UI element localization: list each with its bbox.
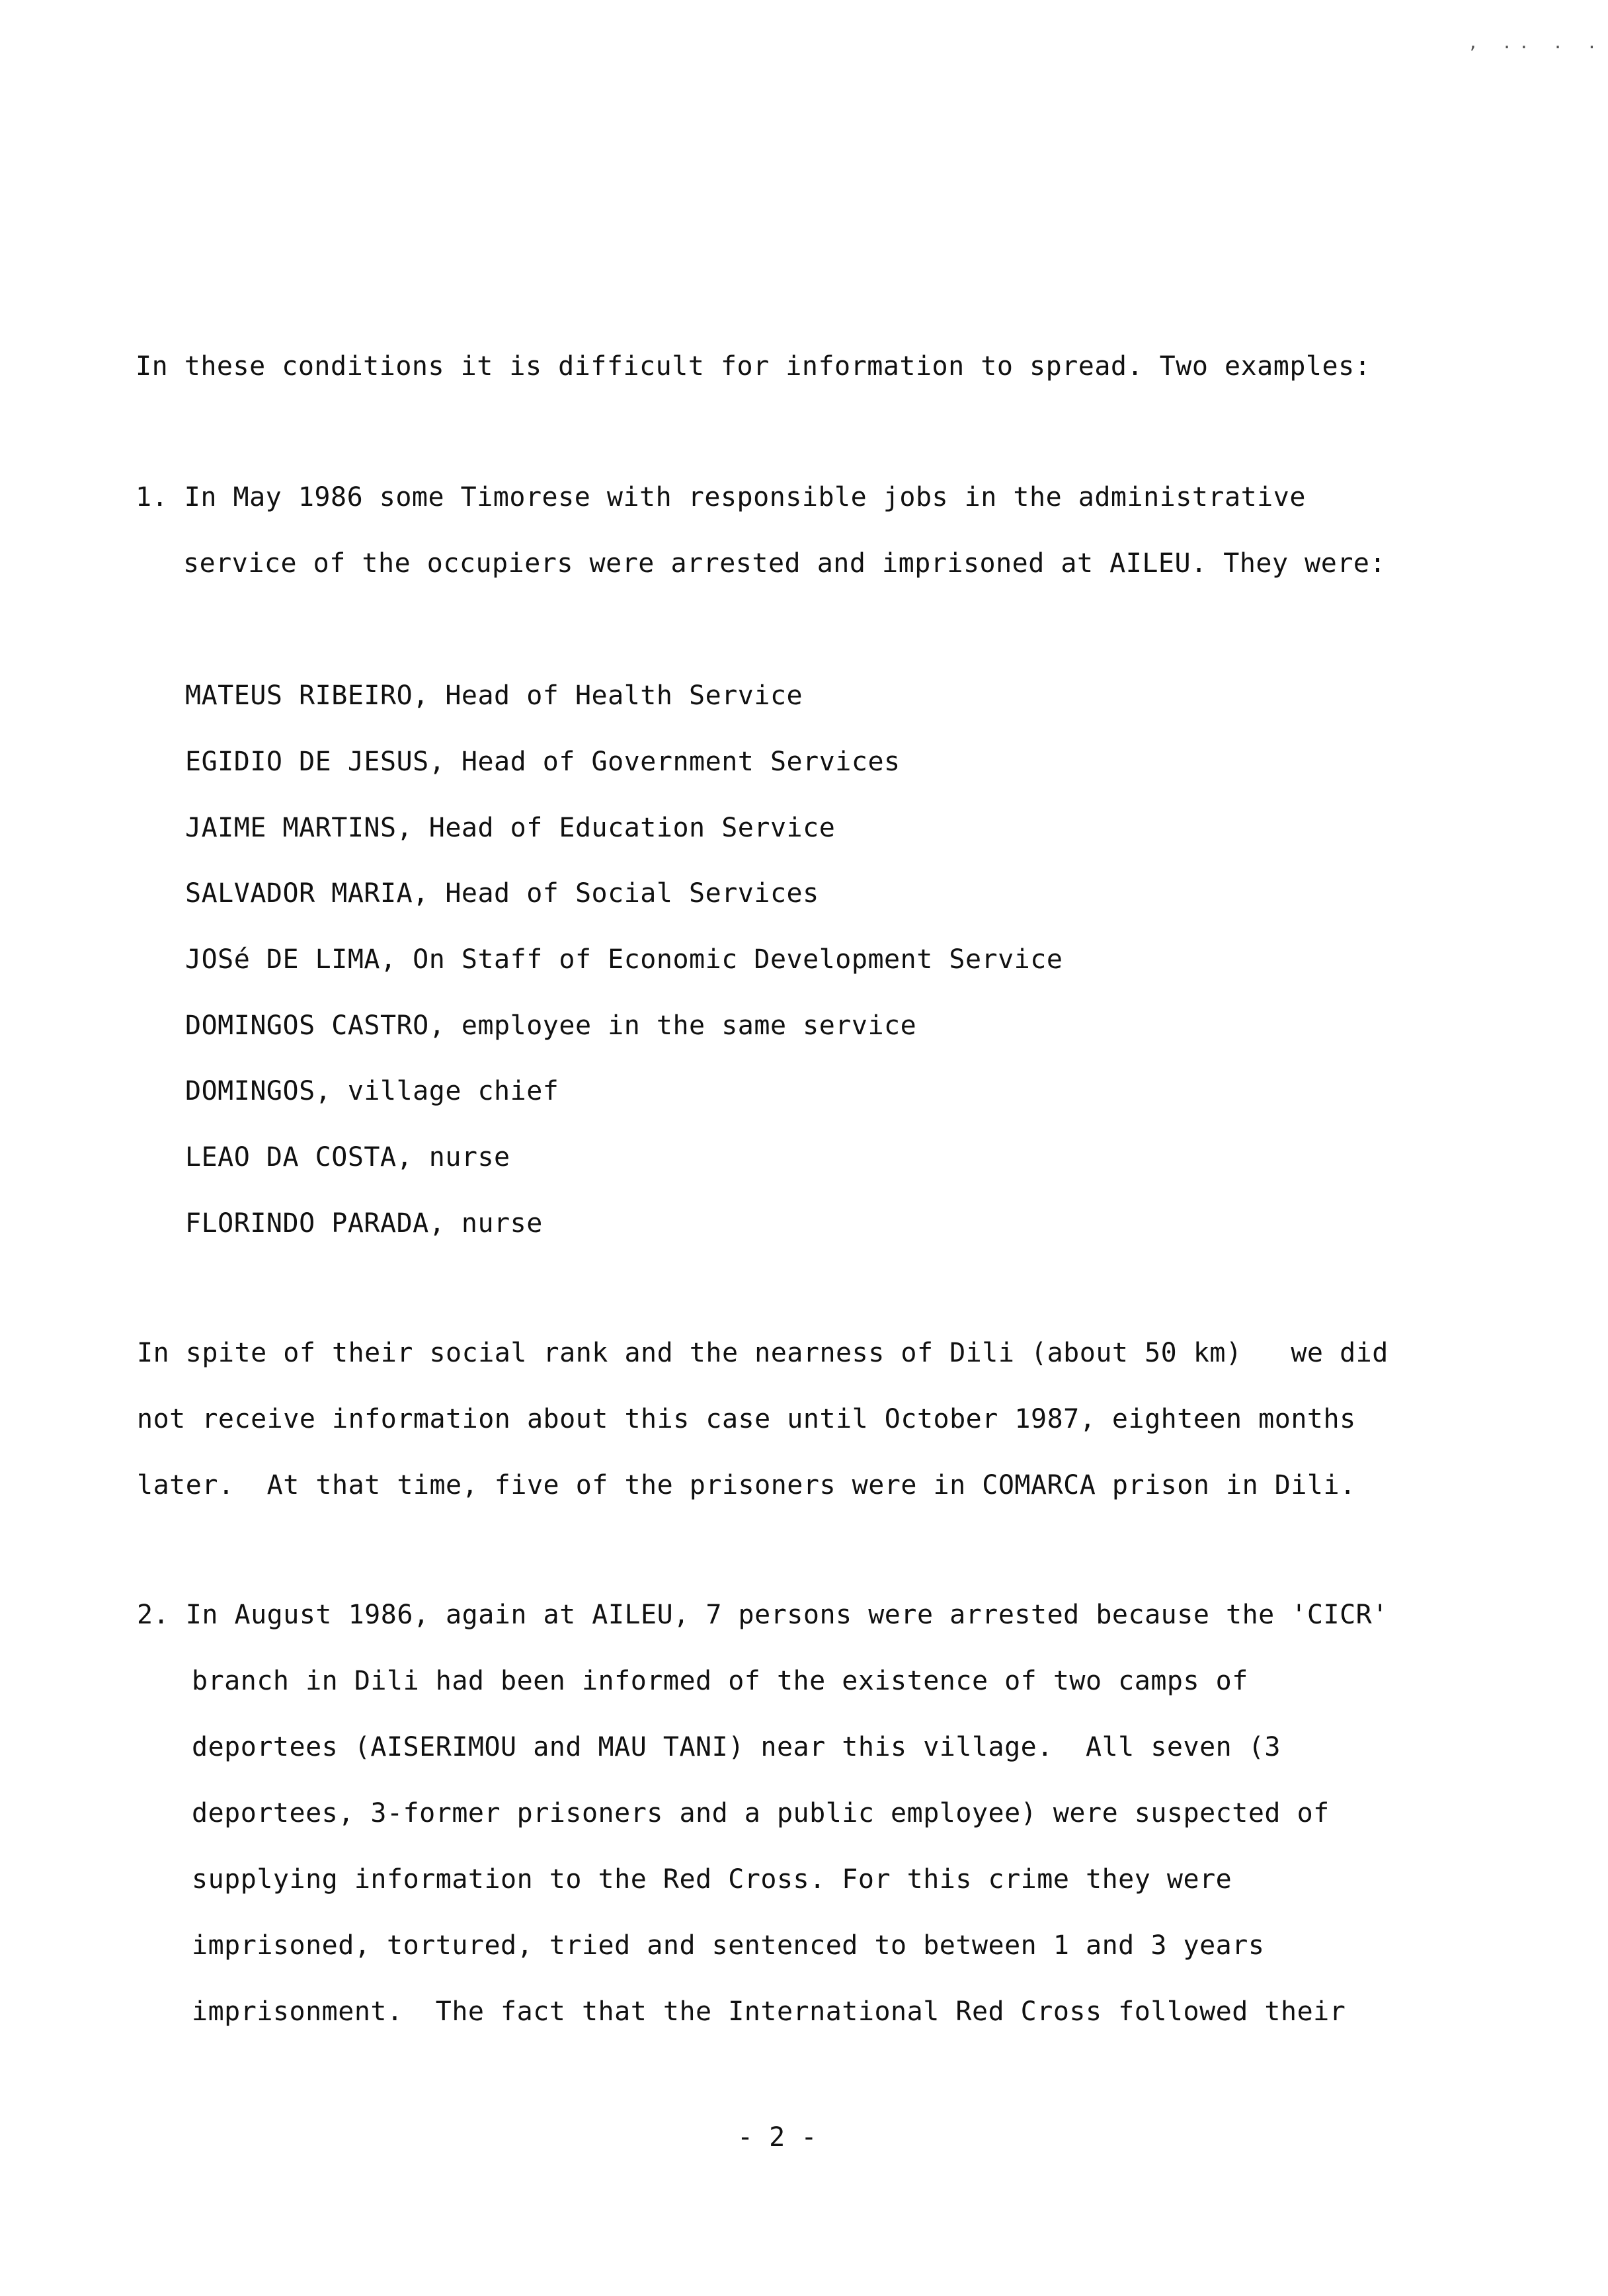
item2-line: supplying information to the Red Cross. For this crime they were bbox=[192, 1864, 1232, 1895]
item2-line: 2. In August 1986, again at AILEU, 7 persons were arrested because the 'CICR' bbox=[137, 1600, 1388, 1630]
list-item: LEAO DA COSTA, nurse bbox=[185, 1142, 510, 1172]
list-item: MATEUS RIBEIRO, Head of Health Service bbox=[185, 680, 803, 711]
corner-marks: , .. . . bbox=[1468, 33, 1604, 53]
paragraph-line: not receive information about this case until October 1987, eighteen months bbox=[137, 1404, 1356, 1434]
list-item: EGIDIO DE JESUS, Head of Government Services bbox=[185, 747, 901, 777]
item2-line: imprisoned, tortured, tried and sentenced to between 1 and 3 years bbox=[192, 1930, 1265, 1961]
paragraph-line: later. At that time, five of the prisoners were in COMARCA prison in Dili. bbox=[137, 1470, 1356, 1500]
list-item: DOMINGOS, village chief bbox=[185, 1076, 559, 1106]
item2-line: branch in Dili had been informed of the existence of two camps of bbox=[192, 1666, 1248, 1696]
paragraph-line: In spite of their social rank and the nearness of Dili (about 50 km) we did bbox=[137, 1338, 1388, 1368]
list-item: JOSé DE LIMA, On Staff of Economic Development Service bbox=[185, 944, 1063, 975]
item2-line: deportees, 3-former prisoners and a public employee) were suspected of bbox=[192, 1798, 1330, 1828]
intro-paragraph: In these conditions it is difficult for information to spread. Two examples: bbox=[136, 351, 1371, 382]
item1-line2: service of the occupiers were arrested and imprisoned at AILEU. They were: bbox=[183, 548, 1387, 579]
item2-line: imprisonment. The fact that the International Red Cross followed their bbox=[192, 1996, 1346, 2027]
list-item: JAIME MARTINS, Head of Education Service bbox=[185, 813, 836, 843]
list-item: SALVADOR MARIA, Head of Social Services bbox=[185, 878, 819, 909]
page-number: - 2 - bbox=[737, 2122, 817, 2152]
list-item: FLORINDO PARADA, nurse bbox=[185, 1208, 543, 1239]
list-item: DOMINGOS CASTRO, employee in the same service bbox=[185, 1010, 917, 1041]
item1-line1: 1. In May 1986 some Timorese with responsible jobs in the administrative bbox=[136, 482, 1306, 512]
item2-line: deportees (AISERIMOU and MAU TANI) near this village. All seven (3 bbox=[192, 1732, 1281, 1762]
